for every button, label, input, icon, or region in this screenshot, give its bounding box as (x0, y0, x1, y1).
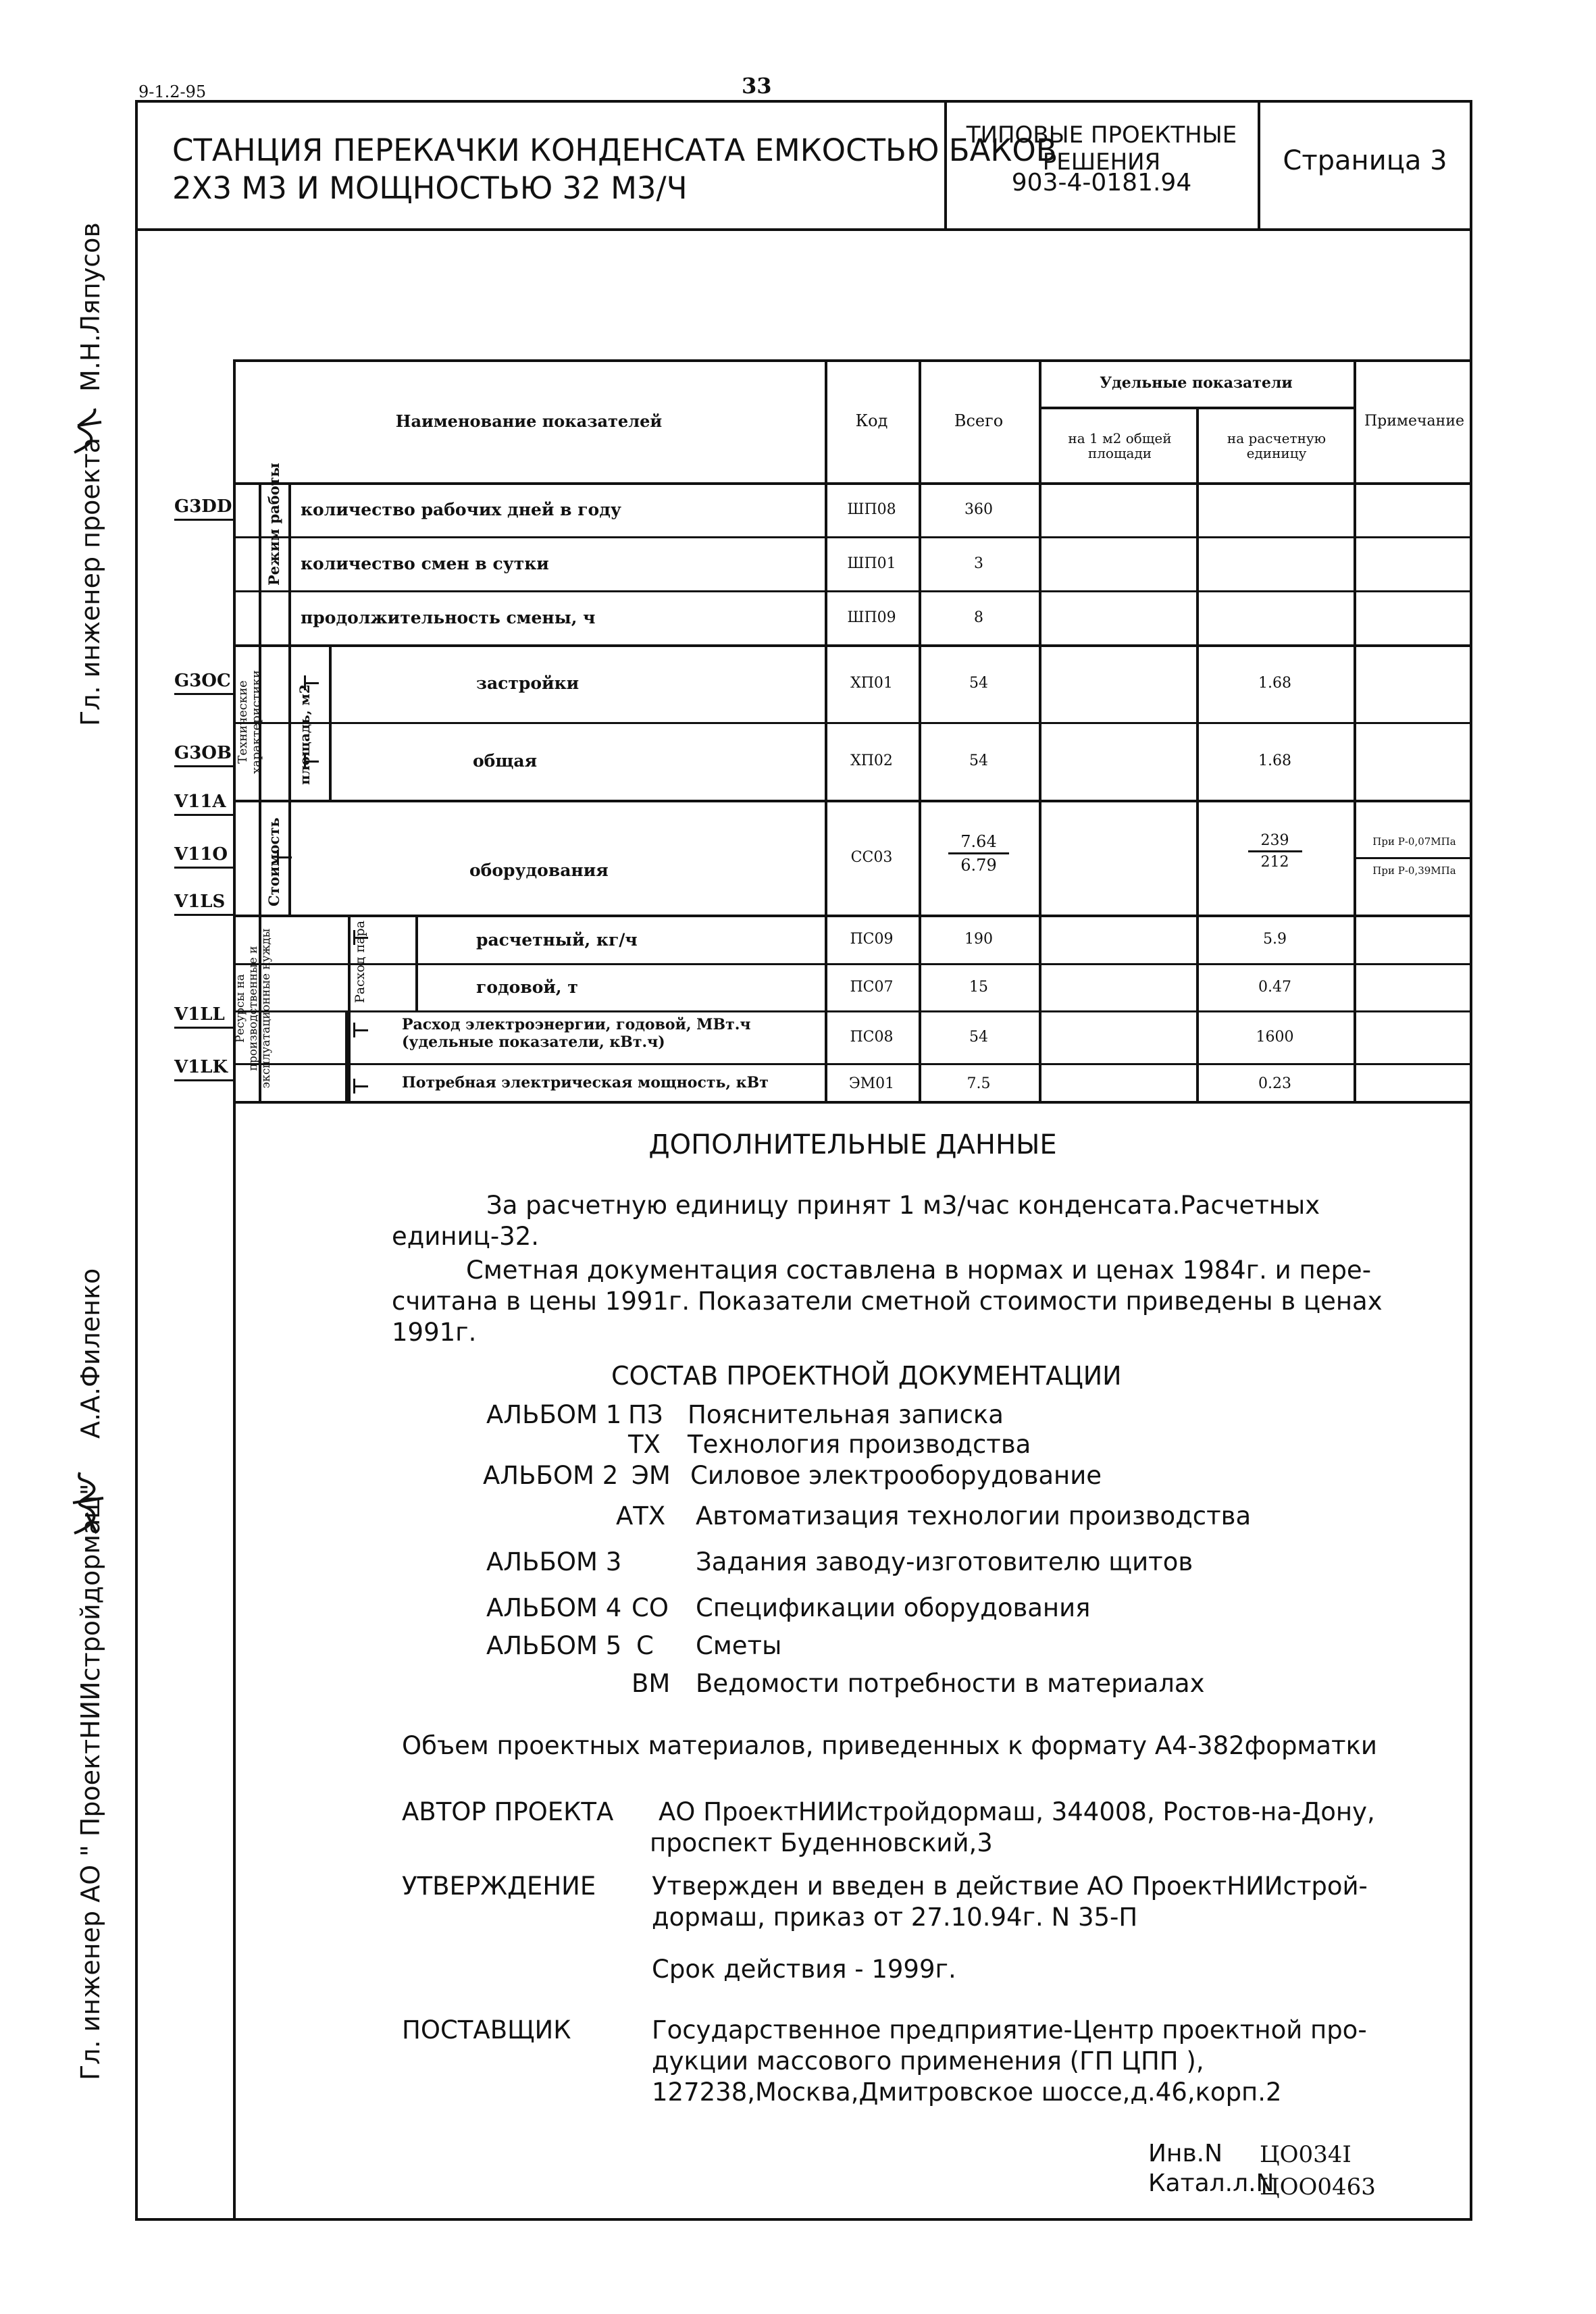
row-name-3: продолжительность смены, ч (301, 608, 596, 627)
signature-2 (66, 1466, 109, 1540)
comp-code-1: ПЗ (628, 1400, 663, 1429)
chief-engineer-label: Гл. инженер проекта (76, 437, 105, 726)
row-per-unit-5: 1.68 (1258, 752, 1291, 769)
group-area: площадь, м2 (297, 684, 313, 785)
row-code-4: ХП01 (850, 675, 893, 692)
row-name-2: количество смен в сутки (301, 554, 549, 573)
catalog-value: ЦОО0463 (1260, 2174, 1376, 2201)
comp-text-2: Технология производства (688, 1430, 1031, 1459)
group-steam: Расход пара (353, 920, 367, 1004)
row-note-6a: При Р-0,07МПа (1372, 835, 1456, 848)
row-code-10: ЭМ01 (848, 1075, 895, 1092)
row-name-7: расчетный, кг/ч (476, 930, 638, 950)
comp-album-7: АЛЬБОМ 5 (486, 1631, 622, 1660)
row-total-7: 190 (964, 930, 993, 948)
document-title (172, 132, 1057, 207)
author-line-1: АО ПроектНИИстройдормаш, 344008, Ростов-на-Дону, (659, 1797, 1375, 1826)
comp-code-4: АТХ (616, 1501, 666, 1531)
row-name-9: Расход электроэнергии, годовой, МВт.ч (удельные показатели, кВт.ч) (402, 1016, 751, 1051)
row-code-1: ШП08 (847, 500, 896, 518)
series-label: ТИПОВЫЕ ПРОЕКТНЫЕ РЕШЕНИЯ (966, 122, 1237, 176)
comp-code-7: С (636, 1631, 654, 1660)
extra-para2-line1: Сметная документация составлена в нормах и ценах 1984г. и пере- (466, 1256, 1372, 1285)
approval-line-2: дормаш, приказ от 27.10.94г. N 35-П (652, 1903, 1138, 1932)
extra-para1-line1: За расчетную единицу принят 1 м3/час конденсата.Расчетных (486, 1191, 1320, 1220)
sheet-code: 9-1.2-95 (138, 82, 207, 101)
org-engineer-label: Гл. инженер АО " ПроектНИИстройдормаш" (76, 1483, 105, 2080)
approval-line-1: Утвержден и введен в действие АО ПроектНИИстрой- (652, 1872, 1368, 1901)
extra-para2-line3: 1991г. (392, 1318, 477, 1347)
row-total-1: 360 (964, 500, 993, 518)
row-code-9: ПС08 (850, 1028, 894, 1046)
row-marker-3: G3OB (174, 743, 232, 763)
group-tech-char: Технические характеристики (236, 670, 263, 774)
row-per-unit-6a: 239 (1260, 832, 1289, 849)
row-total-6a: 7.64 (960, 832, 997, 851)
composition-title: СОСТАВ ПРОЕКТНОЙ ДОКУМЕНТАЦИИ (611, 1361, 1122, 1391)
row-per-unit-8: 0.47 (1258, 978, 1291, 996)
row-name-6: оборудования (469, 860, 609, 880)
supplier-label: ПОСТАВЩИК (402, 2015, 571, 2045)
comp-album-1: АЛЬБОМ 1 (486, 1400, 622, 1429)
row-per-unit-6b: 212 (1260, 854, 1289, 871)
comp-album-6: АЛЬБОМ 4 (486, 1593, 622, 1622)
author-line-2: проспект Буденновский,3 (650, 1828, 993, 1857)
row-code-2: ШП01 (847, 555, 896, 572)
catalog-label: Катал.л.N (1148, 2169, 1275, 2197)
group-work-mode: Режим работы (265, 463, 282, 586)
row-per-unit-9: 1600 (1256, 1028, 1294, 1046)
header-specific: Удельные показатели (1100, 374, 1293, 392)
series-code: 903-4-0181.94 (1011, 169, 1192, 197)
header-code: Код (855, 411, 888, 430)
comp-code-3: ЭМ (632, 1461, 671, 1490)
row-name-5: общая (473, 751, 538, 771)
title-line-2: 2Х3 М3 И МОЩНОСТЬЮ 32 М3/Ч (172, 170, 688, 206)
comp-text-1: Пояснительная записка (688, 1400, 1004, 1429)
signature-1 (68, 398, 108, 459)
row-total-9: 54 (969, 1028, 988, 1046)
row-code-7: ПС09 (850, 930, 894, 948)
header-total: Всего (954, 411, 1004, 430)
row-per-unit-7: 5.9 (1263, 930, 1287, 948)
org-engineer-name: А.А.Филенко (76, 1268, 105, 1439)
inv-label: Инв.N (1148, 2140, 1223, 2167)
comp-album-3: АЛЬБОМ 2 (483, 1461, 619, 1490)
chief-engineer-name: М.Н.Ляпусов (76, 222, 105, 392)
group-cost: Стоимость (265, 817, 282, 906)
header-note: Примечание (1364, 412, 1465, 430)
inv-value: ЦО034I (1260, 2141, 1352, 2168)
comp-text-4: Автоматизация технологии производства (696, 1501, 1252, 1531)
author-label: АВТОР ПРОЕКТА (402, 1797, 614, 1826)
row-name-4: застройки (476, 673, 580, 693)
row-marker-7: V1LL (174, 1004, 225, 1025)
supplier-line-1: Государственное предприятие-Центр проектной про- (652, 2015, 1367, 2045)
row-note-6b: При Р-0,39МПа (1372, 865, 1456, 877)
comp-code-6: СО (632, 1593, 669, 1622)
comp-text-8: Ведомости потребности в материалах (696, 1669, 1205, 1698)
row-code-5: ХП02 (850, 752, 893, 769)
indicators-table (233, 359, 1472, 1104)
inner-left-line (233, 1104, 236, 2221)
extra-title: ДОПОЛНИТЕЛЬНЫЕ ДАННЫЕ (648, 1129, 1057, 1160)
row-total-10: 7.5 (967, 1075, 991, 1092)
row-per-unit-10: 0.23 (1258, 1075, 1291, 1092)
extra-para1-line2: единиц-32. (392, 1222, 540, 1251)
validity: Срок действия - 1999г. (652, 1955, 956, 1984)
row-per-unit-4: 1.68 (1258, 675, 1291, 692)
supplier-line-3: 127238,Москва,Дмитровское шоссе,д.46,корп.2 (652, 2078, 1282, 2107)
row-total-4: 54 (969, 675, 988, 692)
title-line-1: СТАНЦИЯ ПЕРЕКАЧКИ КОНДЕНСАТА ЕМКОСТЬЮ БАКОВ (172, 132, 1057, 168)
row-name-10: Потребная электрическая мощность, кВт (402, 1074, 769, 1091)
page-label: Страница 3 (1283, 145, 1447, 176)
header-per-unit: на расчетную единицу (1227, 430, 1327, 461)
row-name-8: годовой, т (476, 977, 578, 997)
comp-text-6: Спецификации оборудования (696, 1593, 1091, 1622)
row-name-1: количество рабочих дней в году (301, 500, 621, 519)
comp-text-7: Сметы (696, 1631, 782, 1660)
row-marker-8: V1LK (174, 1057, 228, 1077)
header-per-m2: на 1 м2 общей площади (1068, 430, 1172, 461)
row-marker-2: G3OC (174, 671, 231, 691)
row-total-6-group (919, 832, 1039, 875)
page-number: 33 (742, 73, 772, 99)
row-total-5: 54 (969, 752, 988, 769)
header-name: Наименование показателей (395, 411, 663, 431)
row-code-8: ПС07 (850, 978, 894, 996)
comp-text-5: Задания заводу-изготовителю щитов (696, 1547, 1193, 1576)
extra-para2-line2: считана в цены 1991г. Показатели сметной стоимости приведены в ценах (392, 1287, 1383, 1316)
group-resources: Ресурсы на производственные и эксплуатационные нужды (234, 928, 273, 1089)
row-total-3: 8 (974, 609, 983, 626)
row-marker-1: G3DD (174, 496, 232, 517)
row-marker-6: V1LS (174, 892, 226, 912)
comp-code-8: ВМ (632, 1669, 671, 1698)
comp-code-2: ТХ (628, 1430, 661, 1459)
supplier-line-2: дукции массового применения (ГП ЦПП ), (652, 2047, 1204, 2076)
comp-text-3: Силовое электрооборудование (690, 1461, 1102, 1490)
approval-label: УТВЕРЖДЕНИЕ (402, 1872, 596, 1901)
row-total-8: 15 (969, 978, 988, 996)
row-per-unit-6-group (1196, 832, 1354, 871)
row-code-3: ШП09 (847, 609, 896, 626)
row-code-6: СС03 (850, 848, 893, 866)
composition-volume: Объем проектных материалов, приведенных к формату А4-382форматки (402, 1731, 1377, 1760)
comp-album-5: АЛЬБОМ 3 (486, 1547, 622, 1576)
row-total-2: 3 (974, 555, 983, 572)
header-bottom-line (135, 228, 1472, 231)
row-marker-4: V11A (174, 792, 226, 812)
row-total-6b: 6.79 (960, 856, 997, 875)
row-marker-5: V11O (174, 844, 228, 865)
